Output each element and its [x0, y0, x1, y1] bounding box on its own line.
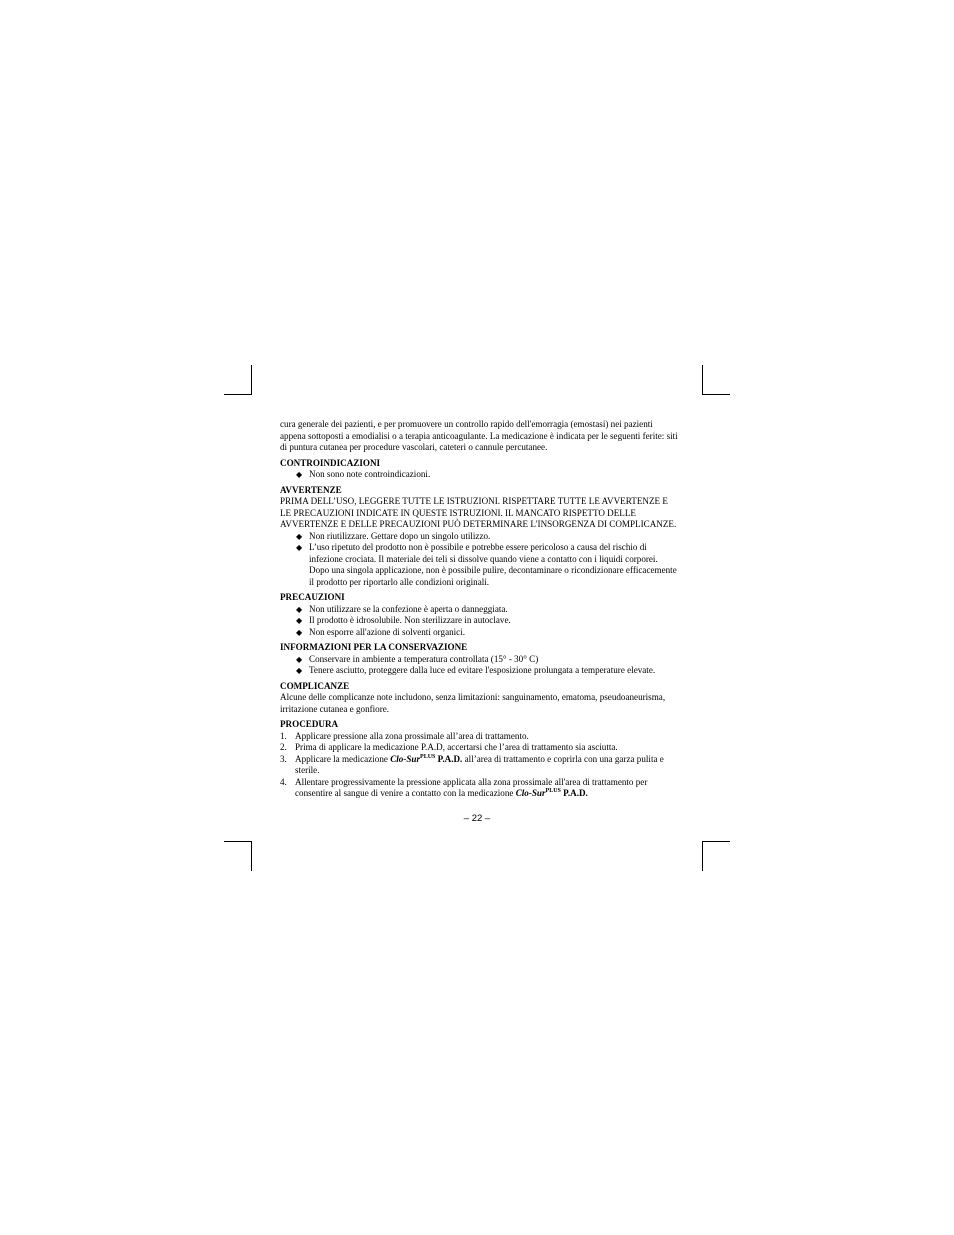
step-number: 2. — [280, 742, 287, 752]
warnings-paragraph: PRIMA DELL’USO, LEGGERE TUTTE LE ISTRUZIONI. RISPETTARE TUTTE LE AVVERTENZE E LE PRECAUZIONI INDICATE IN QUESTE ISTRUZIONI. IL MANCATO RISPETTO DELLE AVVERTENZE E DELLE PRECAUZIONI PUÒ DETERMINARE L'INSORGENZA DI COMPLICANZE. — [280, 496, 677, 529]
intro-paragraph: cura generale dei pazienti, e per promuovere un controllo rapido dell'emorragia (emostasi) nei pazienti appena sottoposti a emodialisi o a terapia anticoagulante. La medicazione è indicata per le seguenti ferite: siti di puntura cutanea per procedure vascolari, cateteri o cannule percutanee. — [280, 419, 678, 452]
procedure-heading: PROCEDURA — [280, 719, 339, 729]
list-item: ◆ Non sono note controindicazioni. — [296, 469, 431, 479]
procedure-steps — [280, 731, 680, 800]
crop-mark-top-left-vertical — [251, 365, 252, 395]
contraindications-list — [280, 469, 680, 481]
list-item: ◆ Conservare in ambiente a temperatura controllata (15° - 30° C) — [296, 653, 539, 664]
step-text: Applicare pressione alla zona prossimale all’area di trattamento. — [295, 730, 529, 741]
crop-mark-top-right-vertical — [702, 365, 703, 395]
document-body — [280, 419, 680, 800]
diamond-bullet-icon: ◆ — [296, 604, 303, 614]
crop-mark-bottom-right-horizontal — [702, 841, 730, 842]
crop-mark-bottom-left-horizontal — [224, 841, 252, 842]
crop-mark-top-right-horizontal — [702, 394, 730, 395]
list-item: ◆ Tenere asciutto, proteggere dalla luce ed evitare l'esposizione prolungata a temperature elevate. — [296, 665, 656, 675]
list-item — [280, 754, 680, 777]
diamond-bullet-icon: ◆ — [296, 531, 303, 541]
list-item: ◆ Il prodotto è idrosolubile. Non sterilizzare in autoclave. — [296, 615, 511, 625]
step-number: 4. — [280, 776, 287, 787]
list-item: ◆ Non riutilizzare. Gettare dopo un singolo utilizzo. — [296, 530, 491, 541]
diamond-bullet-icon: ◆ — [296, 543, 303, 552]
step-number: 1. — [280, 730, 287, 741]
crop-mark-bottom-right-vertical — [702, 841, 703, 871]
list-item — [280, 777, 680, 800]
warnings-list — [280, 531, 680, 589]
precautions-heading: PRECAUZIONI — [280, 592, 345, 602]
page-number: – 22 – — [463, 813, 491, 824]
complications-heading: COMPLICANZE — [280, 680, 350, 691]
list-item — [280, 731, 680, 743]
diamond-bullet-icon: ◆ — [296, 654, 303, 664]
diamond-bullet-icon: ◆ — [296, 666, 303, 675]
product-brand: Clo-Sur$^{PLUS}$ — [390, 753, 436, 764]
contraindications-heading: CONTROINDICAZIONI — [280, 457, 381, 468]
diamond-bullet-icon: ◆ — [296, 616, 303, 625]
product-suffix: P.A.D. — [563, 788, 588, 798]
crop-mark-top-left-horizontal — [224, 394, 252, 395]
storage-list — [280, 654, 680, 677]
step-text: Prima di applicare la medicazione P.A.D, accertarsi che l’area di trattamento sia asciutta. — [295, 742, 618, 752]
product-brand: Clo-Sur$^{PLUS}$ — [515, 788, 561, 798]
storage-heading: INFORMAZIONI PER LA CONSERVAZIONE — [280, 642, 468, 652]
precautions-list — [280, 604, 680, 639]
step-text: all’area di trattamento e coprirla con una garza pulita e sterile. — [295, 753, 664, 775]
complications-paragraph: Alcune delle complicanze note includono, senza limitazioni: sanguinamento, ematoma, pseudoaneurisma, irritazione cutanea e gonfiore. — [280, 692, 666, 714]
crop-mark-bottom-left-vertical — [251, 841, 252, 871]
step-text: Allentare progressivamente la pressione applicata alla zona prossimale all'area di trattamento per consentire al sangue di venire a contatto con la medicazione — [295, 776, 648, 798]
list-item: ◆ Non esporre all'azione di solventi organici. — [296, 626, 466, 637]
list-item — [280, 742, 680, 754]
diamond-bullet-icon: ◆ — [296, 470, 303, 479]
warnings-heading: AVVERTENZE — [280, 484, 342, 495]
step-text: Applicare la medicazione — [295, 753, 388, 764]
list-item: ◆ Non utilizzare se la confezione è aperta o danneggiata. — [296, 603, 508, 614]
step-number: 3. — [280, 753, 287, 764]
product-suffix: P.A.D. — [437, 753, 463, 764]
diamond-bullet-icon: ◆ — [296, 627, 303, 637]
list-item: ◆ L’uso ripetuto del prodotto non è possibile e potrebbe essere pericoloso a causa del rischio di infezione crociata. Il materiale dei teli si dissolve quando viene a contatto con i liquidi corporei. Dopo una singola applicazione, non è possibile pulire, decontaminare o ricondizionare efficacemente il prodotto per riportarlo alle condizioni originali. — [296, 542, 677, 587]
